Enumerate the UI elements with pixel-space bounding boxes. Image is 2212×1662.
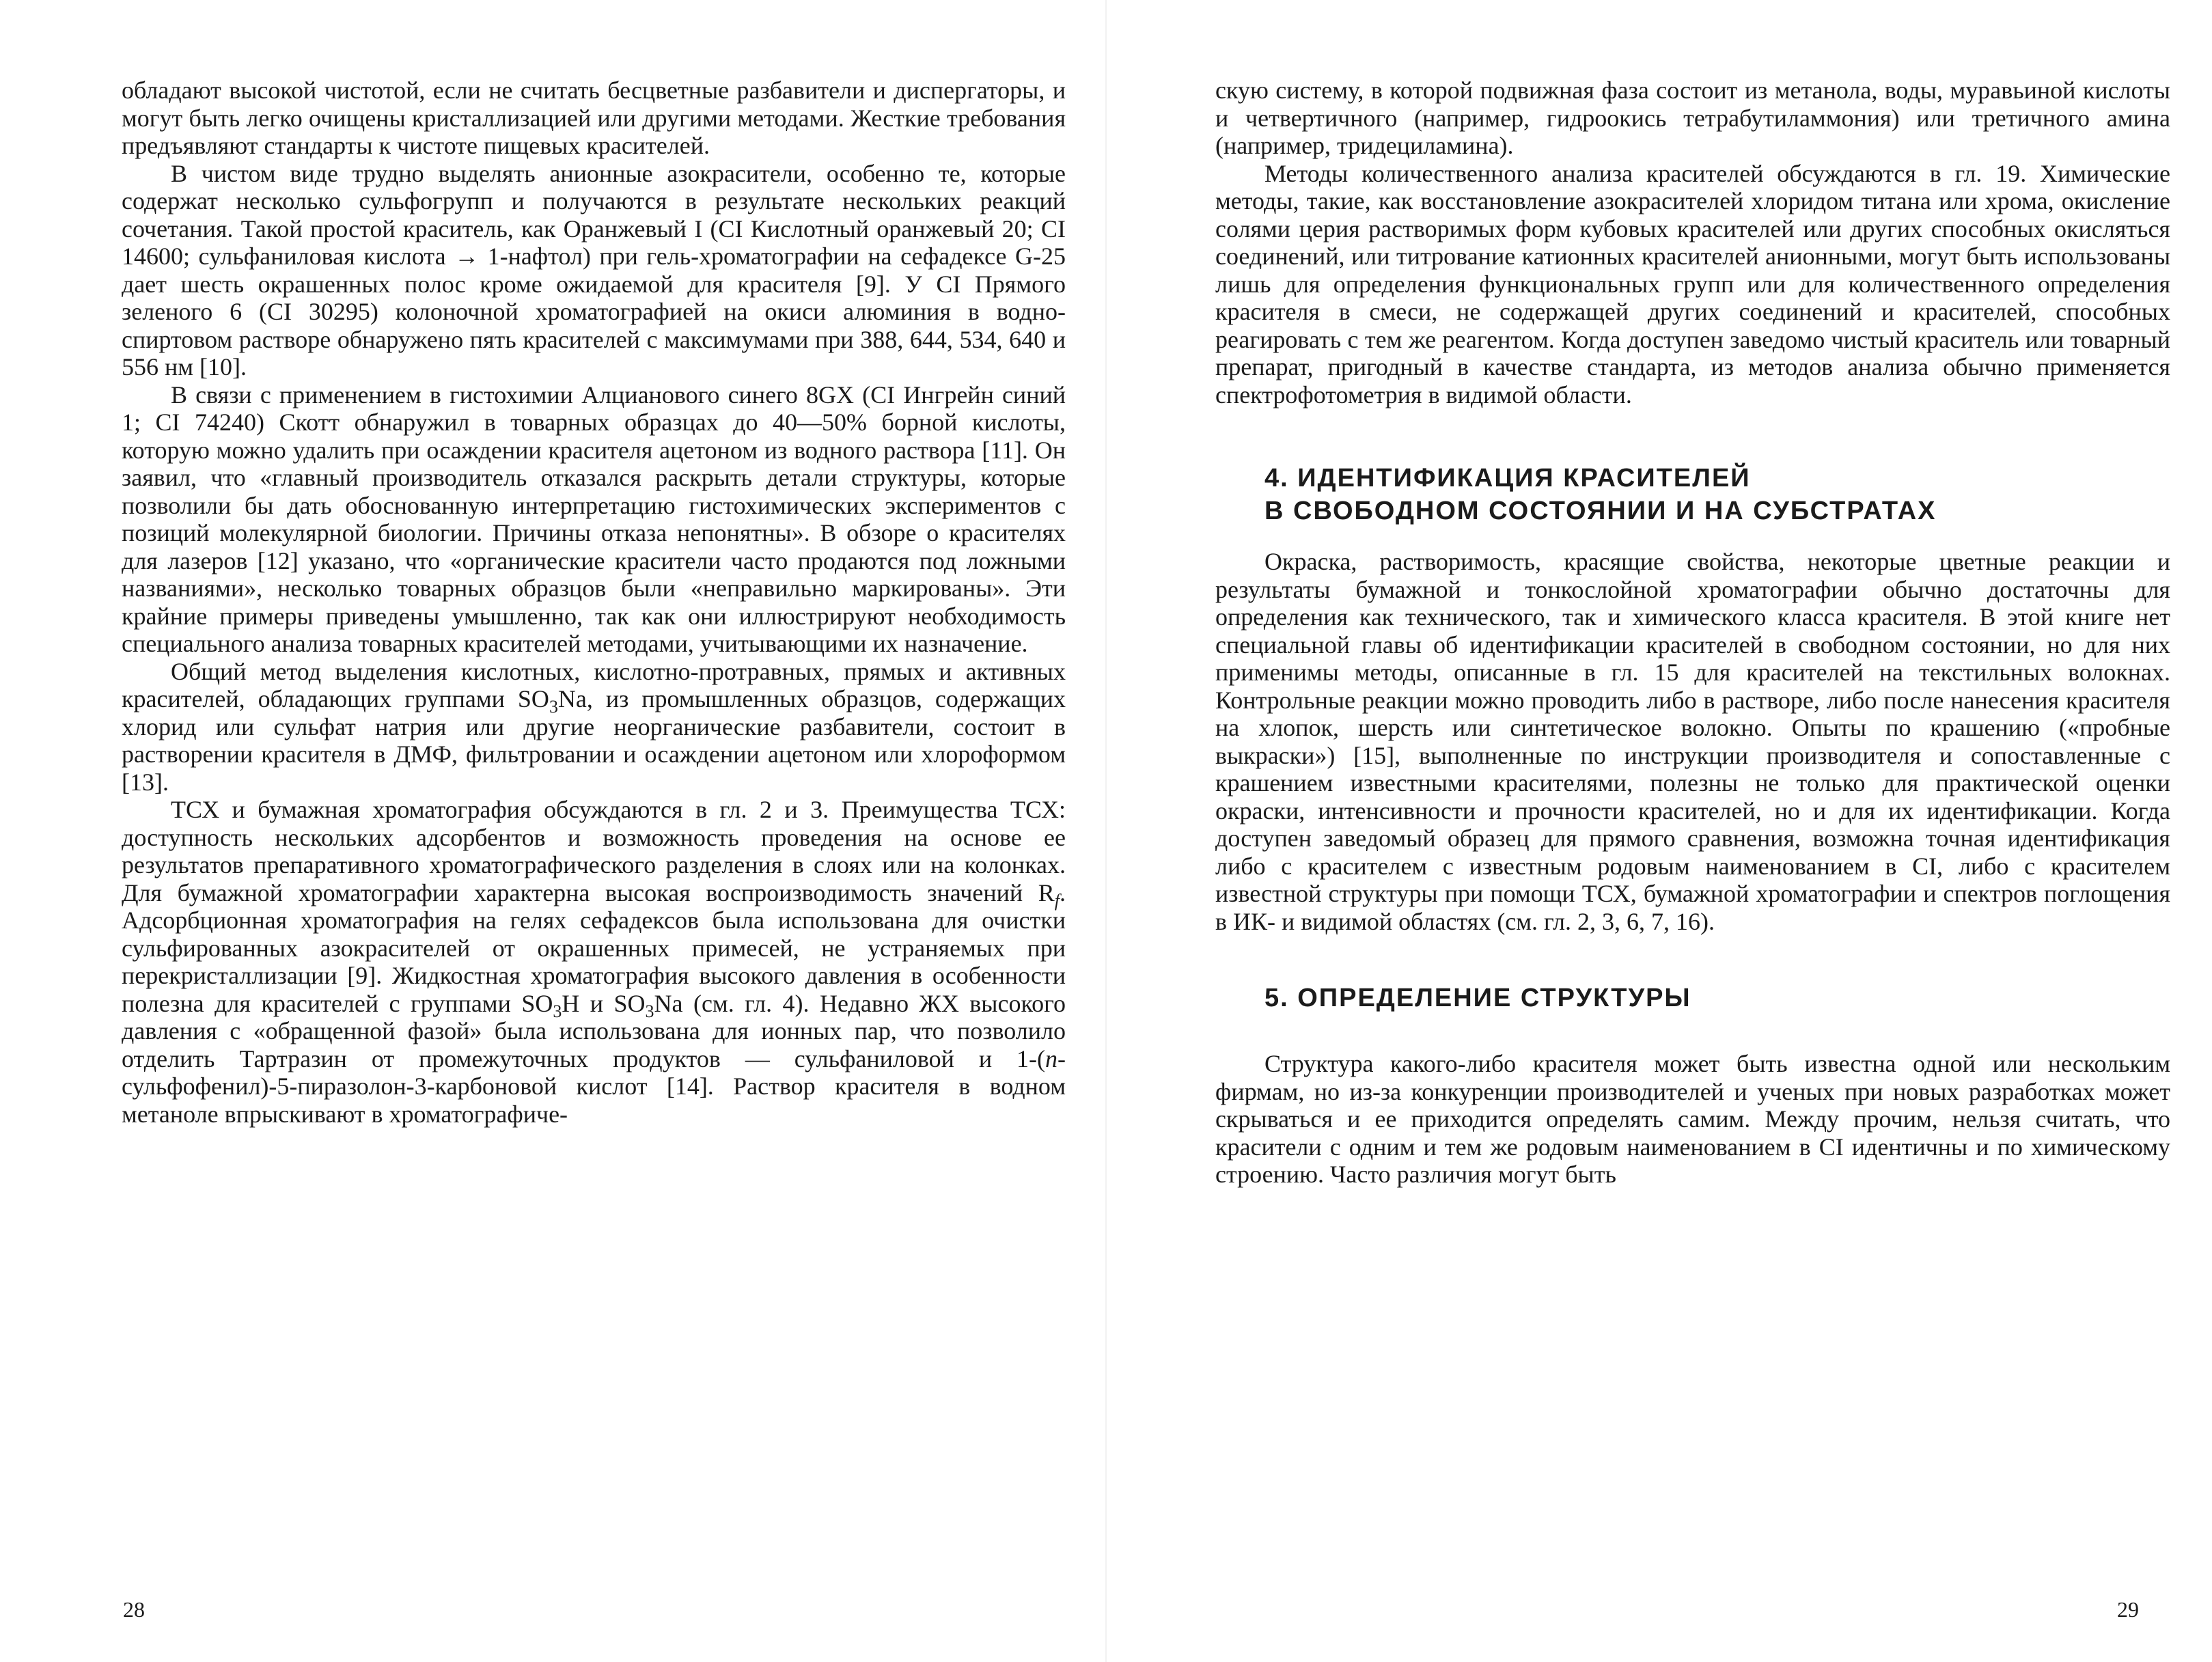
text-fragment: . Адсорбционная хроматография на гелях сефадексов была использована для очистки сульфированных азокрасителей от окрашенных примесей, не устраняемых при перекристаллизации [9]. Жидкостная хроматография высокого давления в особенности полезна для красителей с группами SO — [122, 878, 1066, 1017]
paragraph-identification: Окраска, растворимость, красящие свойства, некоторые цветные реакции и результаты бумажной и тонкослойной хроматографии обычно достаточны для определения как технического, так и химического класса красителя. В этой книге нет специальной главы об идентификации красителей в свободном состоянии, но для них применимы методы, описанные в гл. 15 для красителей на текстильных волокнах. Контрольные реакции можно проводить либо в растворе, либо после нанесения красителя на хлопок, шерсть или синтетическое волокно. Опыты по крашению («пробные выкраски») [15], выполненные по инструкции производителя и сопоставленные с крашением известными красителями, полезны не только для практической оценки окраски, интенсивности и прочности красителей, но и для их идентификации. Когда доступен заведомый образец для прямого сравнения, возможна точная идентификация либо с красителем с известным родовым наименованием в CI, либо с красителем известной структуры при помощи ТСХ, бумажной хроматографии и спектров поглощения в ИК- и видимой областях (см. гл. 2, 3, 6, 7, 16). — [1215, 548, 2170, 935]
subscript: 3 — [645, 1001, 654, 1021]
section-heading-5: 5. ОПРЕДЕЛЕНИЕ СТРУКТУРЫ — [1264, 984, 1691, 1012]
paragraph-alcian-blue: В связи с применением в гистохимии Алцианового синего 8GX (CI Ингрейн синий 1; CI 74240) Скотт обнаружил в товарных образцах до 40—50% борной кислоты, которую можно удалить при осаждении красителя ацетоном из водного раствора [11]. Он заявил, что «главный производитель отказался раскрыть детали структуры, которые позволили бы дать обоснованную интерпретацию гистохимических экспериментов с позиций молекулярной биологии. Причины отказа непонятны». В обзоре о красителях для лазеров [12] указано, что «органические красители часто продаются под ложными названиями», несколько товарных образцов были «неправильно маркированы». Эти крайние примеры приведены умышленно, так как они иллюстрируют необходимость специального анализа товарных красителей методами, учитывающими их назначение. — [122, 380, 1066, 657]
text-fragment: H и SO — [562, 989, 646, 1017]
paragraph-continued: обладают высокой чистотой, если не считать бесцветные разбавители и диспергаторы, и могут быть легко очищены кристаллизацией или другими методами. Жесткие требования предъявляют стандарты к чистоте пищевых красителей. — [122, 77, 1066, 159]
subscript: f — [1054, 890, 1060, 911]
left-text-column — [122, 77, 1066, 1128]
right-page — [1106, 0, 2212, 1662]
paragraph-tlc-chromatography — [122, 796, 1066, 1128]
paragraph-quantitative-methods: Методы количественного анализа красителей обсуждаются в гл. 19. Химические методы, такие, как восстановление азокрасителей хлоридом титана или хрома, окисление солями церия растворимых форм кубовых красителей или других способных окисляться соединений, или титрование катионных красителей анионными, могут быть использованы лишь для определения функциональных групп или для количественного определения красителя в смеси, не содержащей других соединений и красителей, способных реагировать с тем же реагентом. Когда доступен заведомо чистый краситель или товарный препарат, пригодный в качестве стандарта, из методов анализа обычно применяется спектрофотометрия в видимой области. — [1215, 159, 2170, 408]
heading-line: В СВОБОДНОМ СОСТОЯНИИ И НА СУБСТРАТАХ — [1264, 497, 1937, 525]
subscript: 3 — [549, 697, 558, 717]
page-number-left: 28 — [123, 1597, 145, 1622]
text-fragment: Общий метод выделения кислотных, кислотно-протравных, прямых и активных красителей, обладающих группами SO — [122, 657, 1066, 712]
text-fragment: ТСХ и бумажная хроматография обсуждаются в гл. 2 и 3. Преимущества ТСХ: доступность нескольких адсорбентов и возможность проведения на основе ее результатов препаративного хроматографического разделения в слоях или на колонках. Для бумажной хроматографии характерна высокая воспроизводимость значений R — [122, 796, 1066, 906]
right-text-column — [1215, 77, 2170, 1189]
section-heading-4 — [1215, 462, 2170, 527]
text-fragment: Na (см. гл. 4). Недавно ЖХ высокого давления с «обращенной фазой» была использована для ионных пар, что позволило отделить Тартразин от промежуточных продуктов — сульфаниловой и 1-( — [122, 989, 1066, 1072]
text-fragment: -сульфофенил)-5-пиразолон-3-карбоновой кислот [14]. Раствор красителя в водном метаноле впрыскивают в хроматографиче- — [122, 1044, 1066, 1128]
paragraph-anionic-azo-dyes: В чистом виде трудно выделять анионные азокрасители, особенно те, которые содержат несколько сульфогрупп и получаются в результате нескольких реакций сочетания. Такой простой краситель, как Оранжевый I (CI Кислотный оранжевый 20; CI 14600; сульфаниловая кислота → 1-нафтол) при гель-хроматографии на сефадексе G-25 дает шесть окрашенных полос кроме ожидаемой для красителя [9]. У CI Прямого зеленого 6 (CI 30295) колоночной хроматографией на окиси алюминия в водно-спиртовом растворе обнаружено пять красителей с максимумами при 388, 644, 534, 640 и 556 нм [10]. — [122, 159, 1066, 380]
page-number-right: 29 — [2117, 1597, 2139, 1622]
italic-letter: n — [1045, 1044, 1057, 1072]
paragraph-isolation-method — [122, 658, 1066, 797]
paragraph-continued: скую систему, в которой подвижная фаза состоит из метанола, воды, муравьиной кислоты и четвертичного (например, гидроокись тетрабутиламмония) или третичного амина (например, тридециламина). — [1215, 77, 2170, 159]
paragraph-structure: Структура какого-либо красителя может быть известна одной или нескольким фирмам, но из-за конкуренции производителей и ученых при новых разработках может скрываться и ее приходится определять самим. Между прочим, нельзя считать, что красители с одним и тем же родовым наименованием в CI идентичны и по химическому строению. Часто различия могут быть — [1215, 1050, 2170, 1188]
heading-line: 4. ИДЕНТИФИКАЦИЯ КРАСИТЕЛЕЙ — [1264, 464, 1751, 493]
subscript: 3 — [553, 1001, 562, 1021]
text-fragment: Na, из промышленных образцов, содержащих хлорид или сульфат натрия или другие неорганические разбавители, состоит в растворении красителя в ДМФ, фильтровании и осаждении ацетоном или хлороформом [13]. — [122, 685, 1066, 796]
